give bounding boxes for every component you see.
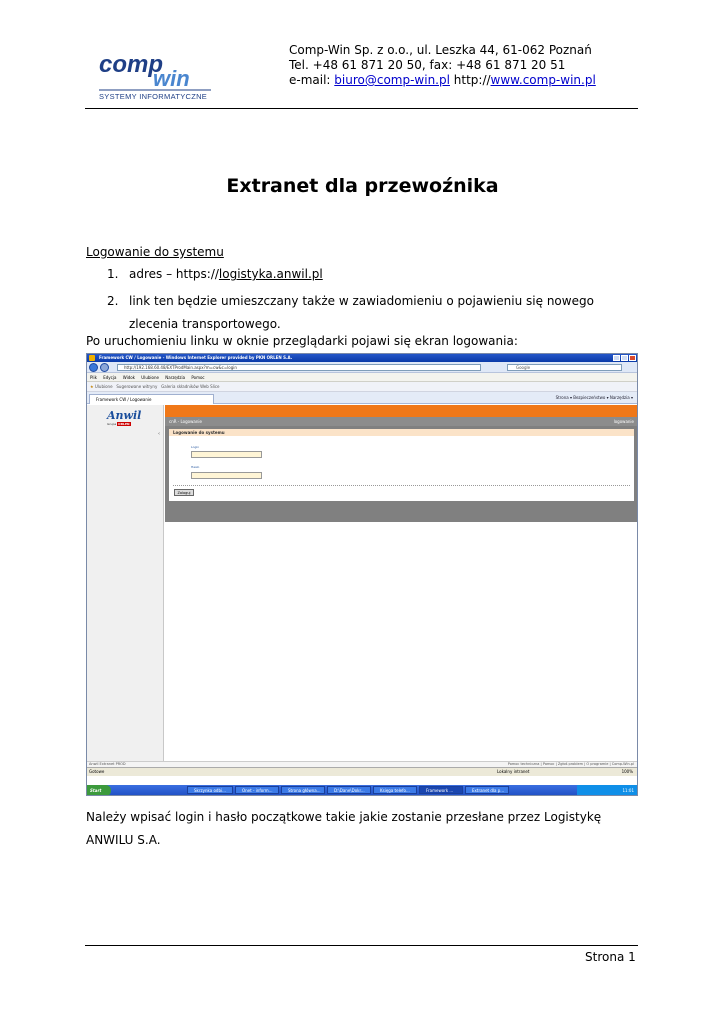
menu-item[interactable]: Narzędzia <box>165 375 186 380</box>
taskbar-item[interactable]: Strona główna... <box>281 786 325 794</box>
company-phone: Tel. +48 61 871 20 50, fax: +48 61 871 20 51 <box>289 58 566 72</box>
favorites-item[interactable]: Sugerowane witryny <box>116 384 158 389</box>
company-contact <box>289 73 596 88</box>
app-page-label: cnR - Logowanie <box>169 419 202 424</box>
paragraph: Należy wpisać login i hasło początkowe takie jakie zostanie przesłane przez Logistykę ANWILU S.A. <box>86 810 602 847</box>
status-bar <box>87 767 637 776</box>
command-bar[interactable]: Strona ▾ Bezpieczeństwo ▾ Narzędzia ▾ <box>555 395 633 400</box>
menu-item[interactable]: Ulubione <box>141 375 159 380</box>
password-input[interactable] <box>191 472 262 479</box>
favorites-bar <box>87 382 637 392</box>
window-controls <box>613 355 636 361</box>
taskbar <box>87 785 637 796</box>
favorites-item[interactable]: Galeria składników Web Slice <box>161 384 220 389</box>
list-item <box>107 267 323 282</box>
section-heading: Logowanie do systemu <box>86 245 224 259</box>
app-footer-links[interactable]: Pomoc techniczna | Pomoc | Zgłoś problem | O programie | Comp-Win.pl <box>507 762 634 766</box>
forward-icon[interactable] <box>100 363 109 372</box>
email-link[interactable]: biuro@comp-win.pl <box>334 73 450 87</box>
app-header-bar <box>165 405 637 417</box>
header-divider <box>85 108 638 109</box>
document-title: Extranet dla przewoźnika <box>226 175 499 197</box>
password-label: Hasło <box>191 465 200 469</box>
favorites-button[interactable]: Ulubione <box>94 384 113 389</box>
login-button[interactable]: Zaloguj <box>174 489 194 496</box>
list-item <box>107 290 627 336</box>
system-clock: 11:01 <box>577 785 637 796</box>
browser-screenshot <box>86 353 638 796</box>
menu-bar <box>87 373 637 382</box>
company-info <box>289 43 596 88</box>
list-number: 1. <box>107 267 119 281</box>
side-panel <box>87 405 164 761</box>
menu-item[interactable]: Widok <box>122 375 135 380</box>
footer-divider <box>85 945 638 946</box>
svg-text:win: win <box>153 66 190 91</box>
status-zone: Lokalny intranet <box>497 769 530 774</box>
taskbar-item[interactable]: Onet - inform... <box>235 786 279 794</box>
list-text-continued: zlecenia transportowego. <box>129 317 281 331</box>
status-text: Gotowe <box>89 769 105 774</box>
search-input[interactable]: Google <box>507 364 622 371</box>
login-label: Login <box>191 445 200 449</box>
maximize-icon[interactable] <box>621 355 628 361</box>
menu-item[interactable]: Pomoc <box>191 375 205 380</box>
app-footer-left: Anwil Extranet PROD <box>89 762 126 766</box>
list-text: adres – https:// <box>129 267 219 281</box>
group-label: Grupa ORLEN <box>107 422 130 426</box>
svg-text:SYSTEMY INFORMATYCZNE: SYSTEMY INFORMATYCZNE <box>99 92 208 101</box>
list-text: link ten będzie umieszczany także w zawiadomieniu o pojawieniu się nowego <box>129 294 594 308</box>
start-button[interactable]: Start <box>87 785 111 796</box>
taskbar-item[interactable]: D:\Dane\Dokr... <box>327 786 371 794</box>
address-bar <box>87 362 637 373</box>
company-address: Comp-Win Sp. z o.o., ul. Leszka 44, 61-062 Poznań <box>289 43 592 57</box>
app-mode-label: logowanie <box>613 419 634 424</box>
web-link[interactable]: www.comp-win.pl <box>490 73 596 87</box>
page-label: Strona <box>585 950 625 964</box>
login-input[interactable] <box>191 451 262 458</box>
taskbar-item[interactable]: Skrzynka odbi... <box>187 786 233 794</box>
app-subheader <box>165 417 637 426</box>
email-label: e-mail: <box>289 73 335 87</box>
tab-bar <box>87 392 637 404</box>
page-number <box>585 950 636 965</box>
page-number-value: 1 <box>628 950 636 964</box>
menu-item[interactable]: Plik <box>90 375 97 380</box>
minimize-icon[interactable] <box>613 355 620 361</box>
star-icon: ★ <box>90 384 94 389</box>
menu-item[interactable]: Edycja <box>103 375 117 380</box>
close-icon[interactable] <box>629 355 636 361</box>
browser-tab[interactable]: Framework CW / Logowanie <box>89 394 214 404</box>
back-icon[interactable] <box>89 363 98 372</box>
window-titlebar <box>87 354 637 362</box>
app-frame <box>165 405 637 522</box>
ie-icon <box>89 355 95 361</box>
page-content <box>87 405 637 765</box>
url-input[interactable]: http://192.168.60.48/EXTProdMain.aspx?m=cw&c=login <box>117 364 481 371</box>
list-number: 2. <box>107 294 119 308</box>
form-divider <box>173 485 630 486</box>
svg-text:comp: comp <box>99 51 164 78</box>
paragraph: Po uruchomieniu linku w oknie przeglądarki pojawi się ekran logowania: <box>86 334 518 348</box>
taskbar-item[interactable]: Księga telefo... <box>373 786 417 794</box>
comp-win-logo <box>97 48 215 102</box>
window-title: Framework CW / Logowanie - Windows Internet Explorer provided by PKN ORLEN S.A. <box>99 355 293 360</box>
login-panel-title: Logowanie do systemu <box>169 429 634 436</box>
zoom-level[interactable]: 100% <box>621 769 633 774</box>
address-link[interactable]: logistyka.anwil.pl <box>218 267 323 281</box>
web-label: http:// <box>449 73 491 87</box>
taskbar-item[interactable]: Extranet dla p... <box>465 786 509 794</box>
login-panel <box>169 429 634 501</box>
anwil-logo: Anwil <box>107 409 142 422</box>
collapse-icon[interactable]: ‹ <box>158 431 160 437</box>
taskbar-item[interactable]: Framework ... <box>419 786 463 794</box>
